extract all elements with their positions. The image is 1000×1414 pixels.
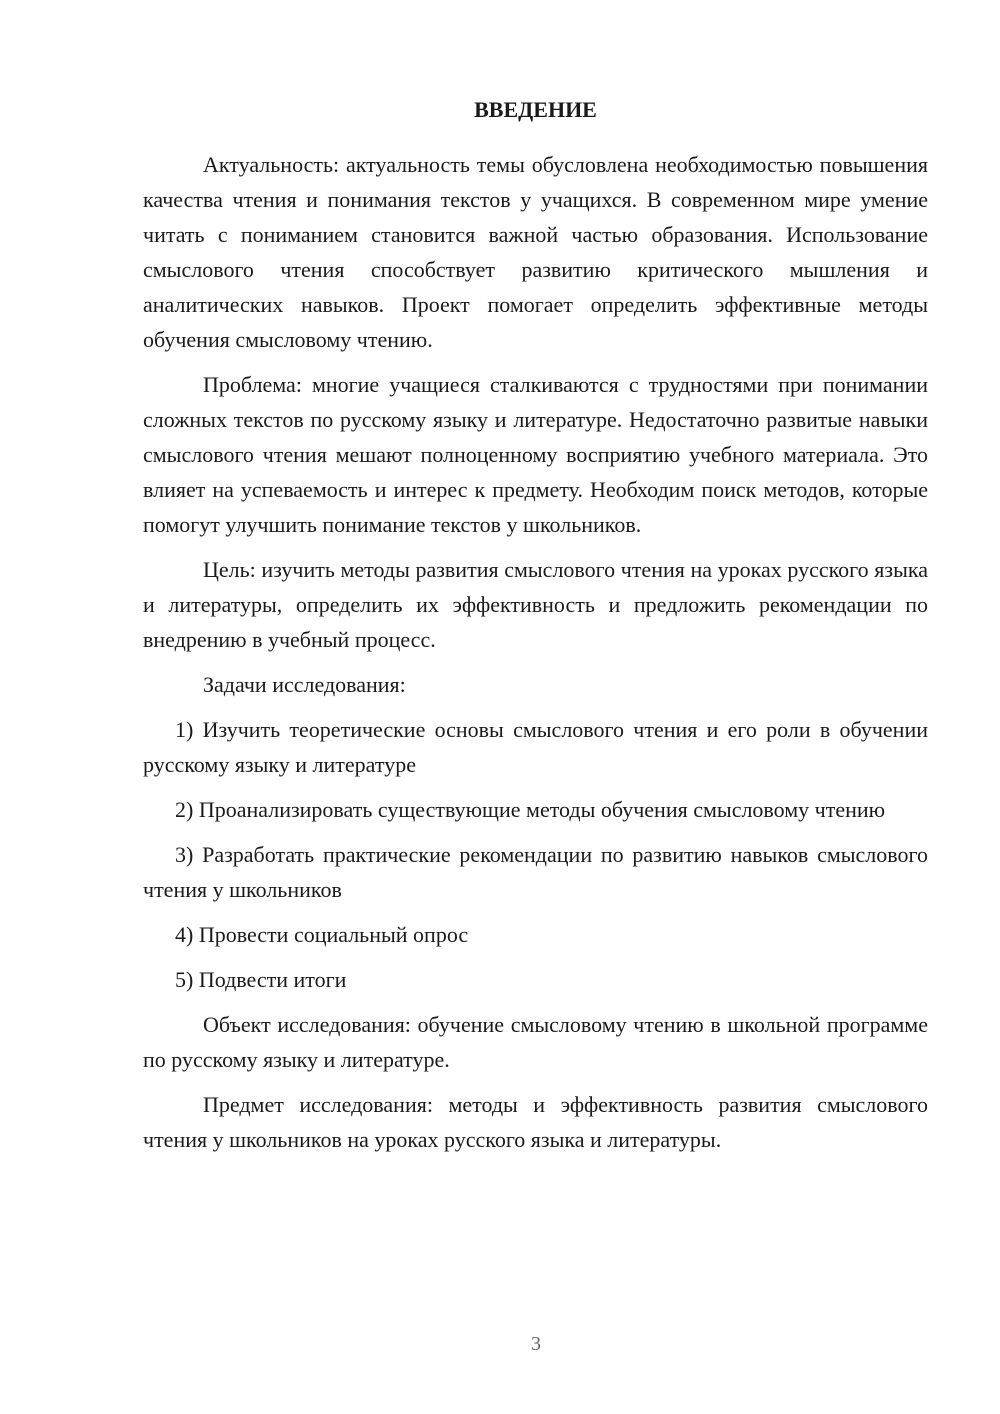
task-item: 2) Проанализировать существующие методы обучения смысловому чтению [175, 797, 886, 822]
task-item: 5) Подвести итоги [175, 967, 347, 992]
task-item: 3) Разработать практические рекомендации по развитию навыков смыслового чтения у школьников [143, 842, 928, 902]
task-item: 4) Провести социальный опрос [175, 922, 469, 947]
paragraph-goal: Цель: изучить методы развития смыслового чтения на уроках русского языка и литературы, определить их эффективность и предложить рекомендации по внедрению в учебный процесс. [143, 557, 928, 652]
paragraph-object: Объект исследования: обучение смысловому чтению в школьной программе по русскому языку и литературе. [143, 1012, 928, 1072]
tasks-title: Задачи исследования: [203, 672, 406, 697]
paragraph-relevance: Актуальность: актуальность темы обусловлена необходимостью повышения качества чтения и понимания текстов у учащихся. В современном мире умение читать с пониманием становится важной частью образования. Использование смыслового чтения способствует развитию критического мышления и аналитических навыков. Проект помогает определить эффективные методы обучения смысловому чтению. [143, 152, 928, 352]
page-number: 3 [531, 1333, 541, 1355]
section-heading: ВВЕДЕНИЕ [474, 97, 597, 122]
paragraph-subject: Предмет исследования: методы и эффективность развития смыслового чтения у школьников на уроках русского языка и литературы. [143, 1092, 928, 1152]
document-page [143, 92, 928, 1167]
task-item: 1) Изучить теоретические основы смыслового чтения и его роли в обучении русскому языку и литературе [143, 717, 928, 777]
paragraph-problem: Проблема: многие учащиеся сталкиваются с трудностями при понимании сложных текстов по русскому языку и литературе. Недостаточно развитые навыки смыслового чтения мешают полноценному восприятию учебного материала. Это влияет на успеваемость и интерес к предмету. Необходим поиск методов, которые помогут улучшить понимание текстов у школьников. [143, 372, 928, 537]
